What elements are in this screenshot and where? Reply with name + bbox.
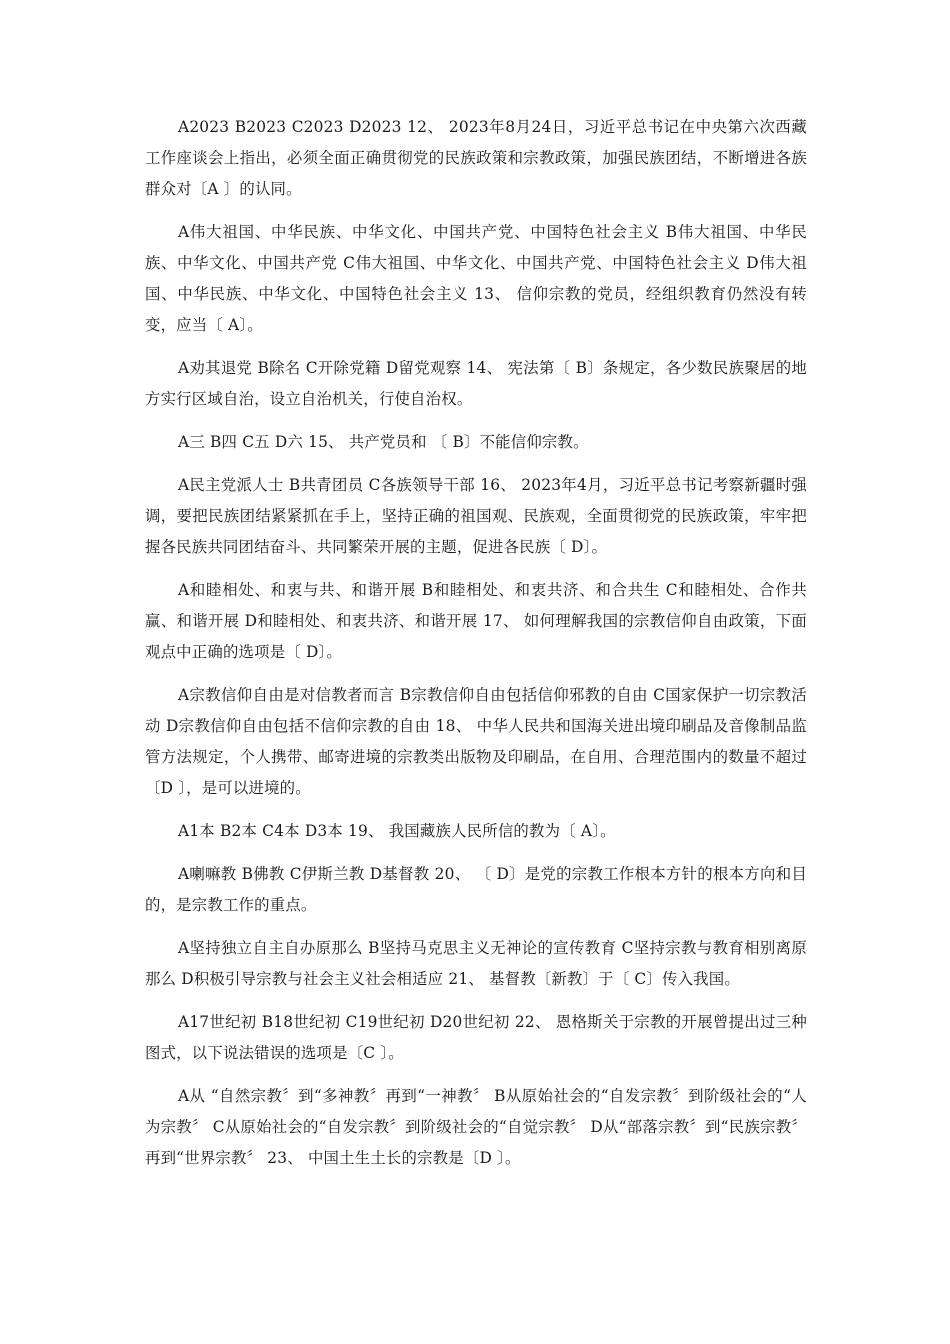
paragraph-q23: A从 “自然宗教〞到“多神教〞再到“一神教〞 B从原始社会的“自发宗教〞到阶级社会的“人为宗教〞 C从原始社会的“自发宗教〞到阶级社会的“自觉宗教〞 D从“部落宗教〞到“民族宗教〞再到“世界宗教〞 23、 中国土生土长的宗教是〔D 〕。 [145,1087,807,1167]
paragraph-q15: A三 B四 C五 D六 15、 共产党员和 〔 B〕不能信仰宗教。 [178,433,589,451]
paragraph-q12: A2023 B2023 C2023 D2023 12、 2023年8月24日，习近平总书记在中央第六次西藏工作座谈会上指出，必须全面正确贯彻党的民族政策和宗教政策，加强民族团结，不断增进各族群众对〔A 〕的认同。 [145,118,807,198]
paragraph-q21: A坚持独立自主自办原那么 B坚持马克思主义无神论的宣传教育 C坚持宗教与教育相别离原那么 D积极引导宗教与社会主义社会相适应 21、 基督教〔新教〕于〔 C〕传入我国。 [145,939,807,988]
paragraph-q18: A宗教信仰自由是对信教者而言 B宗教信仰自由包括信仰邪教的自由 C国家保护一切宗教活动 D宗教信仰自由包括不信仰宗教的自由 18、 中华人民共和国海关进出境印刷品及音像制品监管方法规定，个人携带、邮寄进境的宗教类出版物及印刷品，在自用、合理范围内的数量不超过〔D 〕，是可以进境的。 [145,686,807,797]
paragraph-q14: A劝其退党 B除名 C开除党籍 D留党观察 14、 宪法第〔 B〕条规定，各少数民族聚居的地方实行区域自治，设立自治机关，行使自治权。 [145,359,807,408]
paragraph-q22: A17世纪初 B18世纪初 C19世纪初 D20世纪初 22、 恩格斯关于宗教的开展曾提出过三种图式，以下说法错误的选项是〔C 〕。 [145,1013,807,1062]
paragraph-q19: A1本 B2本 C4本 D3本 19、 我国藏族人民所信的教为〔 A〕。 [178,822,616,840]
paragraph-q17: A和睦相处、和衷与共、和谐开展 B和睦相处、和衷共济、和合共生 C和睦相处、合作共赢、和谐开展 D和睦相处、和衷共济、和谐开展 17、 如何理解我国的宗教信仰自由政策，下面观点中正确的选项是〔 D〕。 [145,581,807,661]
paragraph-q13: A伟大祖国、中华民族、中华文化、中国共产党、中国特色社会主义 B伟大祖国、中华民族、中华文化、中国共产党 C伟大祖国、中华文化、中国共产党、中国特色社会主义 D伟大祖国、中华民族、中华文化、中国特色社会主义 13、 信仰宗教的党员，经组织教育仍然没有转变，应当〔 A〕。 [145,223,807,334]
document-body [145,112,807,1186]
paragraph-q20: A喇嘛教 B佛教 C伊斯兰教 D基督教 20、 〔 D〕是党的宗教工作根本方针的根本方向和目的，是宗教工作的重点。 [145,865,807,914]
paragraph-q16: A民主党派人士 B共青团员 C各族领导干部 16、 2023年4月，习近平总书记考察新疆时强调，要把民族团结紧紧抓在手上，坚持正确的祖国观、民族观，全面贯彻党的民族政策，牢牢把握各民族共同团结奋斗、共同繁荣开展的主题，促进各民族〔 D〕。 [145,476,807,556]
